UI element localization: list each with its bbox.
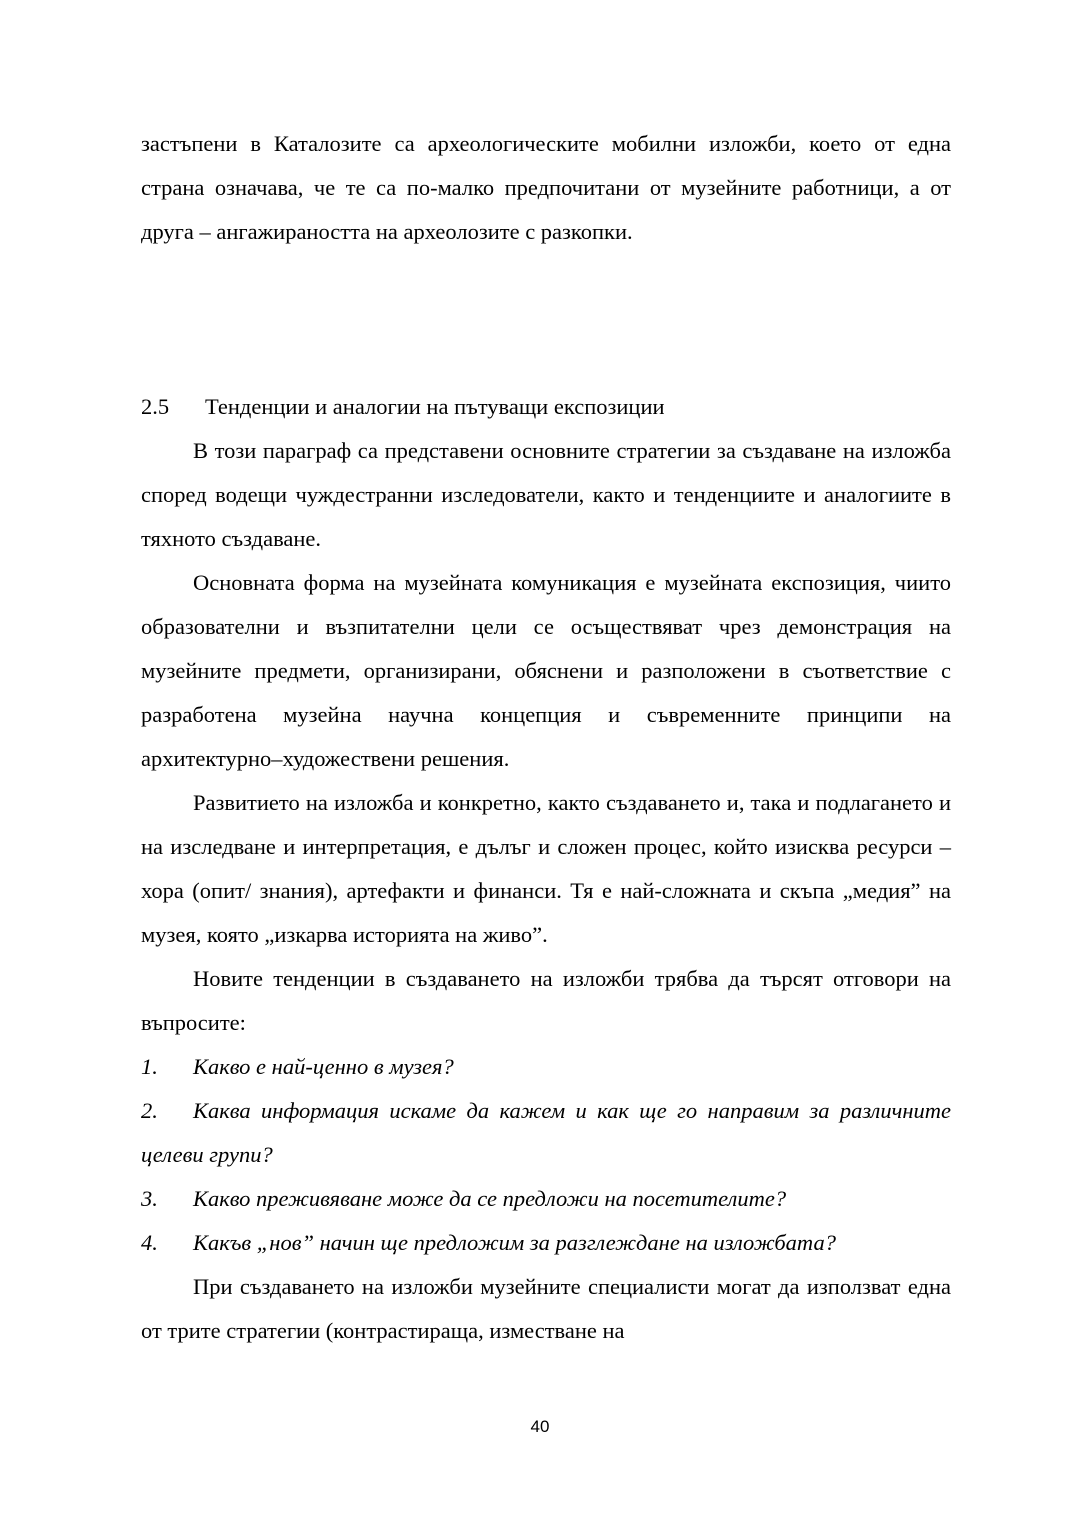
section-heading (141, 385, 951, 429)
section-number: 2.5 (141, 394, 170, 419)
question-number: 2. (141, 1098, 158, 1123)
question-number: 1. (141, 1054, 158, 1079)
closing-paragraph: При създаването на изложби музейните специалисти могат да използват една от трите стратегии (контрастираща, изместване на (141, 1274, 951, 1343)
page-number: 40 (530, 1417, 550, 1436)
paragraph: Новите тенденции в създаването на изложби трябва да търсят отговори на въпросите: (141, 966, 951, 1035)
paragraph: Развитието на изложба и конкретно, както създаването и, така и подлагането и на изследване и интерпретация, е дълъг и сложен процес, който изисква ресурси – хора (опит/ знания), артефакти и финанси. Тя е най-сложната и скъпа „медия” на музея, която „изкарва историята на живо”. (141, 790, 951, 947)
question-number: 4. (141, 1230, 158, 1255)
section-title: Тенденции и аналогии на пътуващи експозиции (205, 394, 665, 419)
question-text: Какво е най-ценно в музея? (193, 1054, 454, 1079)
question-item (141, 1177, 951, 1221)
question-text: Какъв „нов” начин ще предложим за разглеждане на изложбата? (193, 1230, 836, 1255)
question-number: 3. (141, 1186, 158, 1211)
paragraph: В този параграф са представени основните стратегии за създаване на изложба според водещи чуждестранни изследователи, както и тенденциите и аналогиите в тяхното създаване. (141, 438, 951, 551)
top-paragraph: застъпени в Каталозите са археологическите мобилни изложби, което от една страна означава, че те са по-малко предпочитани от музейните работници, а от друга – ангажираността на археолозите с разкопки. (141, 131, 951, 244)
question-item (141, 1089, 951, 1177)
question-text: Каква информация искаме да кажем и как ще го направим за различните целеви групи? (141, 1098, 951, 1167)
top-text-block (141, 122, 951, 254)
main-text-block (141, 385, 951, 1353)
paragraph: Основната форма на музейната комуникация е музейната експозиция, чиито образователни и възпитателни цели се осъществяват чрез демонстрация на музейните предмети, организирани, обяснени и разположени в съответствие с разработена музейна научна концепция и съвременните принципи на архитектурно–художествени решения. (141, 570, 951, 771)
question-item (141, 1045, 951, 1089)
question-item (141, 1221, 951, 1265)
question-text: Какво преживяване може да се предложи на посетителите? (193, 1186, 787, 1211)
